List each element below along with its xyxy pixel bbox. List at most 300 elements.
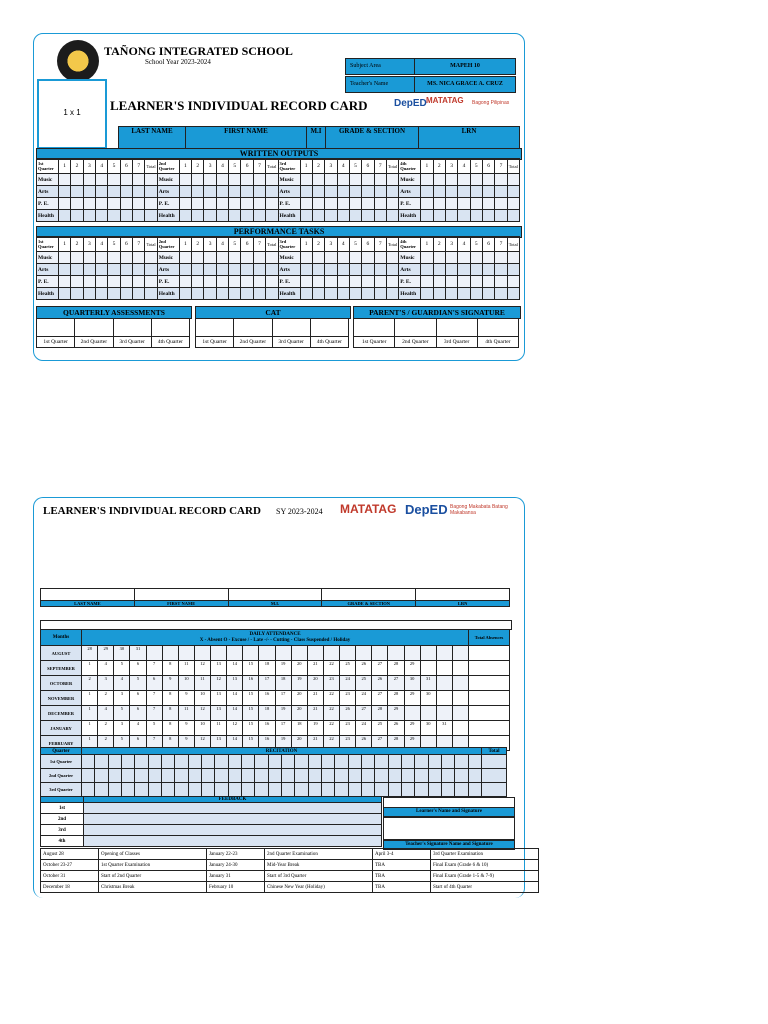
written-score-cell[interactable] (421, 174, 433, 186)
recitation-cell[interactable] (441, 769, 454, 783)
performance-score-cell[interactable] (108, 288, 120, 300)
attendance-day-cell[interactable]: 13 (211, 661, 227, 676)
attendance-day-cell[interactable]: 4 (130, 721, 146, 736)
performance-score-cell[interactable] (374, 264, 386, 276)
recitation-cell[interactable] (241, 755, 254, 769)
written-score-cell[interactable] (96, 186, 108, 198)
attendance-day-cell[interactable]: 8 (162, 736, 178, 751)
performance-score-cell[interactable] (312, 276, 324, 288)
written-score-cell[interactable] (482, 198, 494, 210)
written-score-cell[interactable] (433, 174, 445, 186)
recitation-cell[interactable] (375, 755, 388, 769)
attendance-day-cell[interactable]: 27 (388, 676, 404, 691)
cat-entry-cell[interactable] (272, 319, 310, 337)
performance-score-cell[interactable] (421, 288, 433, 300)
recitation-cell[interactable] (201, 755, 214, 769)
performance-score-cell[interactable] (241, 288, 253, 300)
performance-score-cell[interactable] (71, 276, 83, 288)
performance-score-cell[interactable] (133, 276, 145, 288)
attendance-day-cell[interactable]: 7 (146, 736, 162, 751)
performance-score-cell[interactable] (59, 264, 71, 276)
performance-score-cell[interactable] (433, 264, 445, 276)
attendance-day-cell[interactable] (420, 661, 436, 676)
written-score-cell[interactable] (325, 186, 337, 198)
attendance-day-cell[interactable]: 3 (98, 676, 114, 691)
recitation-cell[interactable] (388, 783, 401, 797)
attendance-day-cell[interactable] (291, 646, 307, 661)
performance-score-cell[interactable] (507, 288, 519, 300)
performance-score-cell[interactable] (386, 288, 398, 300)
recitation-cell[interactable] (482, 755, 507, 769)
recitation-cell[interactable] (361, 755, 374, 769)
recitation-cell[interactable] (255, 769, 268, 783)
attendance-day-cell[interactable]: 18 (259, 706, 275, 721)
written-score-cell[interactable] (96, 210, 108, 222)
attendance-day-cell[interactable]: 31 (436, 721, 452, 736)
written-score-cell[interactable] (266, 186, 278, 198)
total-absences-cell[interactable] (469, 661, 510, 676)
attendance-day-cell[interactable]: 11 (194, 676, 210, 691)
attendance-day-cell[interactable]: 9 (178, 691, 194, 706)
performance-score-cell[interactable] (312, 264, 324, 276)
written-score-cell[interactable] (59, 174, 71, 186)
recitation-cell[interactable] (228, 769, 241, 783)
attendance-day-cell[interactable]: 17 (275, 721, 291, 736)
performance-score-cell[interactable] (83, 252, 95, 264)
written-score-cell[interactable] (470, 198, 482, 210)
quarterly-assessment-entry-cell[interactable] (37, 319, 75, 337)
written-score-cell[interactable] (216, 198, 228, 210)
written-score-cell[interactable] (349, 198, 361, 210)
attendance-day-cell[interactable]: 23 (340, 721, 356, 736)
performance-score-cell[interactable] (253, 252, 265, 264)
attendance-day-cell[interactable]: 5 (114, 661, 130, 676)
written-score-cell[interactable] (71, 198, 83, 210)
attendance-day-cell[interactable]: 29 (404, 661, 420, 676)
written-score-cell[interactable] (362, 174, 374, 186)
parent-signature-entry-cell[interactable] (395, 319, 436, 337)
attendance-day-cell[interactable]: 3 (114, 721, 130, 736)
attendance-day-cell[interactable]: 25 (340, 661, 356, 676)
performance-score-cell[interactable] (433, 276, 445, 288)
recitation-cell[interactable] (335, 755, 348, 769)
attendance-day-cell[interactable] (452, 646, 468, 661)
attendance-day-cell[interactable]: 1 (82, 706, 98, 721)
written-score-cell[interactable] (83, 174, 95, 186)
performance-score-cell[interactable] (108, 276, 120, 288)
written-score-cell[interactable] (266, 174, 278, 186)
recitation-cell[interactable] (108, 755, 121, 769)
written-score-cell[interactable] (300, 186, 312, 198)
written-score-cell[interactable] (241, 186, 253, 198)
written-score-cell[interactable] (374, 174, 386, 186)
written-score-cell[interactable] (482, 210, 494, 222)
written-score-cell[interactable] (145, 198, 157, 210)
recitation-cell[interactable] (441, 755, 454, 769)
recitation-cell[interactable] (482, 769, 507, 783)
performance-score-cell[interactable] (120, 288, 132, 300)
attendance-day-cell[interactable]: 5 (130, 676, 146, 691)
performance-score-cell[interactable] (495, 288, 507, 300)
written-score-cell[interactable] (386, 198, 398, 210)
performance-score-cell[interactable] (216, 276, 228, 288)
attendance-day-cell[interactable] (275, 646, 291, 661)
attendance-day-cell[interactable]: 3 (114, 691, 130, 706)
attendance-day-cell[interactable]: 5 (114, 706, 130, 721)
recitation-cell[interactable] (308, 755, 321, 769)
performance-score-cell[interactable] (216, 288, 228, 300)
written-score-cell[interactable] (458, 198, 470, 210)
recitation-cell[interactable] (148, 769, 161, 783)
performance-score-cell[interactable] (458, 276, 470, 288)
attendance-day-cell[interactable]: 7 (146, 706, 162, 721)
attendance-day-cell[interactable]: 8 (162, 706, 178, 721)
written-score-cell[interactable] (192, 174, 204, 186)
performance-score-cell[interactable] (482, 252, 494, 264)
attendance-day-cell[interactable]: 12 (194, 661, 210, 676)
recitation-cell[interactable] (135, 769, 148, 783)
attendance-day-cell[interactable]: 22 (323, 691, 339, 706)
recitation-cell[interactable] (415, 755, 428, 769)
attendance-day-cell[interactable]: 28 (388, 736, 404, 751)
attendance-day-cell[interactable]: 13 (211, 691, 227, 706)
written-score-cell[interactable] (349, 210, 361, 222)
attendance-day-cell[interactable] (323, 646, 339, 661)
performance-score-cell[interactable] (253, 276, 265, 288)
attendance-day-cell[interactable]: 28 (82, 646, 98, 661)
performance-score-cell[interactable] (59, 276, 71, 288)
performance-score-cell[interactable] (59, 252, 71, 264)
performance-score-cell[interactable] (337, 288, 349, 300)
attendance-day-cell[interactable] (436, 661, 452, 676)
attendance-day-cell[interactable]: 28 (372, 706, 388, 721)
total-absences-cell[interactable] (469, 691, 510, 706)
recitation-cell[interactable] (401, 769, 414, 783)
recitation-cell[interactable] (135, 755, 148, 769)
recitation-cell[interactable] (161, 769, 174, 783)
attendance-day-cell[interactable] (452, 676, 468, 691)
recitation-cell[interactable] (335, 769, 348, 783)
performance-score-cell[interactable] (96, 264, 108, 276)
written-score-cell[interactable] (179, 210, 191, 222)
performance-score-cell[interactable] (59, 288, 71, 300)
attendance-day-cell[interactable]: 24 (356, 721, 372, 736)
attendance-day-cell[interactable]: 19 (275, 736, 291, 751)
written-score-cell[interactable] (253, 186, 265, 198)
written-score-cell[interactable] (386, 210, 398, 222)
recitation-cell[interactable] (361, 783, 374, 797)
attendance-day-cell[interactable]: 22 (323, 736, 339, 751)
attendance-day-cell[interactable]: 21 (307, 736, 323, 751)
recitation-cell[interactable] (228, 783, 241, 797)
performance-score-cell[interactable] (133, 264, 145, 276)
attendance-day-cell[interactable] (420, 706, 436, 721)
quarterly-assessment-entry-cell[interactable] (113, 319, 151, 337)
written-score-cell[interactable] (470, 210, 482, 222)
written-score-cell[interactable] (386, 174, 398, 186)
written-score-cell[interactable] (120, 198, 132, 210)
performance-score-cell[interactable] (470, 252, 482, 264)
recitation-cell[interactable] (108, 769, 121, 783)
attendance-day-cell[interactable]: 5 (114, 736, 130, 751)
performance-score-cell[interactable] (300, 288, 312, 300)
recitation-cell[interactable] (121, 783, 134, 797)
recitation-cell[interactable] (321, 783, 334, 797)
total-absences-cell[interactable] (469, 721, 510, 736)
performance-score-cell[interactable] (71, 288, 83, 300)
written-score-cell[interactable] (337, 210, 349, 222)
performance-score-cell[interactable] (204, 276, 216, 288)
attendance-day-cell[interactable]: 19 (275, 706, 291, 721)
written-score-cell[interactable] (300, 198, 312, 210)
performance-score-cell[interactable] (325, 264, 337, 276)
feedback-entry[interactable] (84, 803, 382, 814)
written-score-cell[interactable] (495, 210, 507, 222)
written-score-cell[interactable] (204, 198, 216, 210)
attendance-day-cell[interactable]: 13 (211, 706, 227, 721)
performance-score-cell[interactable] (445, 276, 457, 288)
performance-score-cell[interactable] (458, 288, 470, 300)
attendance-day-cell[interactable]: 21 (307, 691, 323, 706)
recitation-cell[interactable] (95, 783, 108, 797)
attendance-day-cell[interactable]: 30 (420, 691, 436, 706)
written-score-cell[interactable] (266, 198, 278, 210)
written-score-cell[interactable] (312, 210, 324, 222)
performance-score-cell[interactable] (229, 276, 241, 288)
written-score-cell[interactable] (145, 210, 157, 222)
attendance-day-cell[interactable] (420, 646, 436, 661)
performance-score-cell[interactable] (337, 276, 349, 288)
written-score-cell[interactable] (337, 186, 349, 198)
recitation-cell[interactable] (455, 769, 468, 783)
written-score-cell[interactable] (349, 186, 361, 198)
attendance-day-cell[interactable]: 15 (243, 736, 259, 751)
written-score-cell[interactable] (108, 198, 120, 210)
recitation-cell[interactable] (295, 783, 308, 797)
recitation-cell[interactable] (482, 783, 507, 797)
written-score-cell[interactable] (495, 198, 507, 210)
written-score-cell[interactable] (241, 198, 253, 210)
cat-entry-cell[interactable] (234, 319, 272, 337)
recitation-cell[interactable] (361, 769, 374, 783)
attendance-day-cell[interactable]: 19 (275, 661, 291, 676)
attendance-day-cell[interactable] (356, 646, 372, 661)
written-score-cell[interactable] (325, 174, 337, 186)
recitation-cell[interactable] (255, 783, 268, 797)
performance-score-cell[interactable] (120, 252, 132, 264)
recitation-cell[interactable] (241, 783, 254, 797)
attendance-day-cell[interactable]: 6 (130, 736, 146, 751)
written-score-cell[interactable] (362, 210, 374, 222)
recitation-cell[interactable] (388, 755, 401, 769)
written-score-cell[interactable] (433, 198, 445, 210)
performance-score-cell[interactable] (300, 276, 312, 288)
attendance-day-cell[interactable] (146, 646, 162, 661)
attendance-day-cell[interactable]: 2 (98, 736, 114, 751)
performance-score-cell[interactable] (204, 252, 216, 264)
attendance-day-cell[interactable]: 29 (404, 721, 420, 736)
performance-score-cell[interactable] (133, 288, 145, 300)
performance-score-cell[interactable] (253, 288, 265, 300)
written-score-cell[interactable] (312, 174, 324, 186)
written-score-cell[interactable] (445, 198, 457, 210)
written-score-cell[interactable] (229, 174, 241, 186)
written-score-cell[interactable] (362, 186, 374, 198)
recitation-cell[interactable] (455, 783, 468, 797)
recitation-cell[interactable] (468, 755, 481, 769)
performance-score-cell[interactable] (433, 252, 445, 264)
attendance-day-cell[interactable]: 26 (340, 706, 356, 721)
performance-score-cell[interactable] (386, 264, 398, 276)
written-score-cell[interactable] (433, 210, 445, 222)
written-score-cell[interactable] (204, 174, 216, 186)
attendance-day-cell[interactable] (436, 646, 452, 661)
attendance-day-cell[interactable] (178, 646, 194, 661)
attendance-day-cell[interactable]: 2 (82, 676, 98, 691)
performance-score-cell[interactable] (145, 288, 157, 300)
attendance-day-cell[interactable]: 21 (307, 706, 323, 721)
written-score-cell[interactable] (374, 210, 386, 222)
attendance-day-cell[interactable]: 1 (82, 736, 98, 751)
performance-score-cell[interactable] (145, 264, 157, 276)
recitation-cell[interactable] (175, 769, 188, 783)
attendance-day-cell[interactable]: 6 (130, 691, 146, 706)
attendance-day-cell[interactable]: 10 (194, 691, 210, 706)
performance-score-cell[interactable] (362, 264, 374, 276)
performance-score-cell[interactable] (349, 288, 361, 300)
written-score-cell[interactable] (458, 210, 470, 222)
attendance-day-cell[interactable]: 15 (243, 721, 259, 736)
attendance-day-cell[interactable]: 16 (259, 721, 275, 736)
attendance-day-cell[interactable]: 26 (372, 676, 388, 691)
attendance-day-cell[interactable]: 24 (340, 676, 356, 691)
performance-score-cell[interactable] (458, 264, 470, 276)
attendance-day-cell[interactable] (436, 706, 452, 721)
written-score-cell[interactable] (495, 174, 507, 186)
performance-score-cell[interactable] (266, 264, 278, 276)
recitation-cell[interactable] (228, 755, 241, 769)
attendance-day-cell[interactable]: 31 (130, 646, 146, 661)
written-score-cell[interactable] (71, 174, 83, 186)
performance-score-cell[interactable] (216, 264, 228, 276)
attendance-day-cell[interactable] (162, 646, 178, 661)
written-score-cell[interactable] (71, 210, 83, 222)
performance-score-cell[interactable] (179, 252, 191, 264)
attendance-day-cell[interactable]: 20 (307, 676, 323, 691)
written-score-cell[interactable] (59, 198, 71, 210)
performance-score-cell[interactable] (83, 276, 95, 288)
attendance-day-cell[interactable]: 1 (82, 691, 98, 706)
recitation-cell[interactable] (281, 755, 294, 769)
written-score-cell[interactable] (108, 186, 120, 198)
written-score-cell[interactable] (507, 174, 519, 186)
written-score-cell[interactable] (374, 198, 386, 210)
performance-score-cell[interactable] (374, 252, 386, 264)
recitation-cell[interactable] (135, 783, 148, 797)
recitation-cell[interactable] (95, 769, 108, 783)
attendance-day-cell[interactable]: 20 (291, 736, 307, 751)
written-score-cell[interactable] (337, 198, 349, 210)
attendance-day-cell[interactable] (404, 706, 420, 721)
attendance-day-cell[interactable]: 26 (356, 736, 372, 751)
recitation-cell[interactable] (295, 769, 308, 783)
performance-score-cell[interactable] (482, 264, 494, 276)
attendance-day-cell[interactable]: 29 (404, 736, 420, 751)
recitation-cell[interactable] (82, 769, 95, 783)
performance-score-cell[interactable] (507, 276, 519, 288)
parent-signature-entry-cell[interactable] (436, 319, 477, 337)
written-score-cell[interactable] (507, 186, 519, 198)
written-score-cell[interactable] (192, 198, 204, 210)
performance-score-cell[interactable] (229, 288, 241, 300)
attendance-day-cell[interactable]: 12 (194, 736, 210, 751)
performance-score-cell[interactable] (362, 288, 374, 300)
attendance-day-cell[interactable]: 21 (307, 661, 323, 676)
recitation-cell[interactable] (95, 755, 108, 769)
attendance-day-cell[interactable]: 11 (178, 706, 194, 721)
performance-score-cell[interactable] (433, 288, 445, 300)
attendance-day-cell[interactable]: 26 (388, 721, 404, 736)
recitation-cell[interactable] (308, 783, 321, 797)
attendance-day-cell[interactable]: 29 (404, 691, 420, 706)
performance-score-cell[interactable] (192, 288, 204, 300)
written-score-cell[interactable] (192, 186, 204, 198)
recitation-cell[interactable] (188, 769, 201, 783)
attendance-day-cell[interactable]: 9 (162, 676, 178, 691)
written-score-cell[interactable] (216, 174, 228, 186)
attendance-day-cell[interactable]: 18 (259, 661, 275, 676)
recitation-cell[interactable] (428, 769, 441, 783)
performance-score-cell[interactable] (179, 264, 191, 276)
attendance-day-cell[interactable]: 18 (291, 721, 307, 736)
attendance-day-cell[interactable] (259, 646, 275, 661)
written-score-cell[interactable] (179, 174, 191, 186)
performance-score-cell[interactable] (204, 288, 216, 300)
written-score-cell[interactable] (96, 174, 108, 186)
written-score-cell[interactable] (325, 198, 337, 210)
attendance-day-cell[interactable]: 23 (323, 676, 339, 691)
performance-score-cell[interactable] (386, 252, 398, 264)
attendance-day-cell[interactable]: 15 (243, 661, 259, 676)
performance-score-cell[interactable] (300, 264, 312, 276)
performance-score-cell[interactable] (421, 276, 433, 288)
attendance-day-cell[interactable]: 27 (372, 691, 388, 706)
performance-score-cell[interactable] (108, 252, 120, 264)
performance-score-cell[interactable] (83, 288, 95, 300)
performance-score-cell[interactable] (192, 264, 204, 276)
performance-score-cell[interactable] (120, 276, 132, 288)
attendance-day-cell[interactable]: 23 (340, 691, 356, 706)
recitation-cell[interactable] (321, 755, 334, 769)
attendance-day-cell[interactable]: 14 (227, 691, 243, 706)
written-score-cell[interactable] (71, 186, 83, 198)
attendance-day-cell[interactable]: 10 (178, 676, 194, 691)
written-score-cell[interactable] (145, 174, 157, 186)
performance-score-cell[interactable] (241, 264, 253, 276)
written-score-cell[interactable] (229, 210, 241, 222)
recitation-cell[interactable] (255, 755, 268, 769)
written-score-cell[interactable] (470, 186, 482, 198)
recitation-cell[interactable] (468, 769, 481, 783)
performance-score-cell[interactable] (349, 276, 361, 288)
recitation-cell[interactable] (375, 769, 388, 783)
written-score-cell[interactable] (507, 198, 519, 210)
attendance-day-cell[interactable] (436, 676, 452, 691)
attendance-day-cell[interactable]: 11 (178, 661, 194, 676)
written-score-cell[interactable] (133, 186, 145, 198)
performance-score-cell[interactable] (495, 276, 507, 288)
written-score-cell[interactable] (421, 198, 433, 210)
